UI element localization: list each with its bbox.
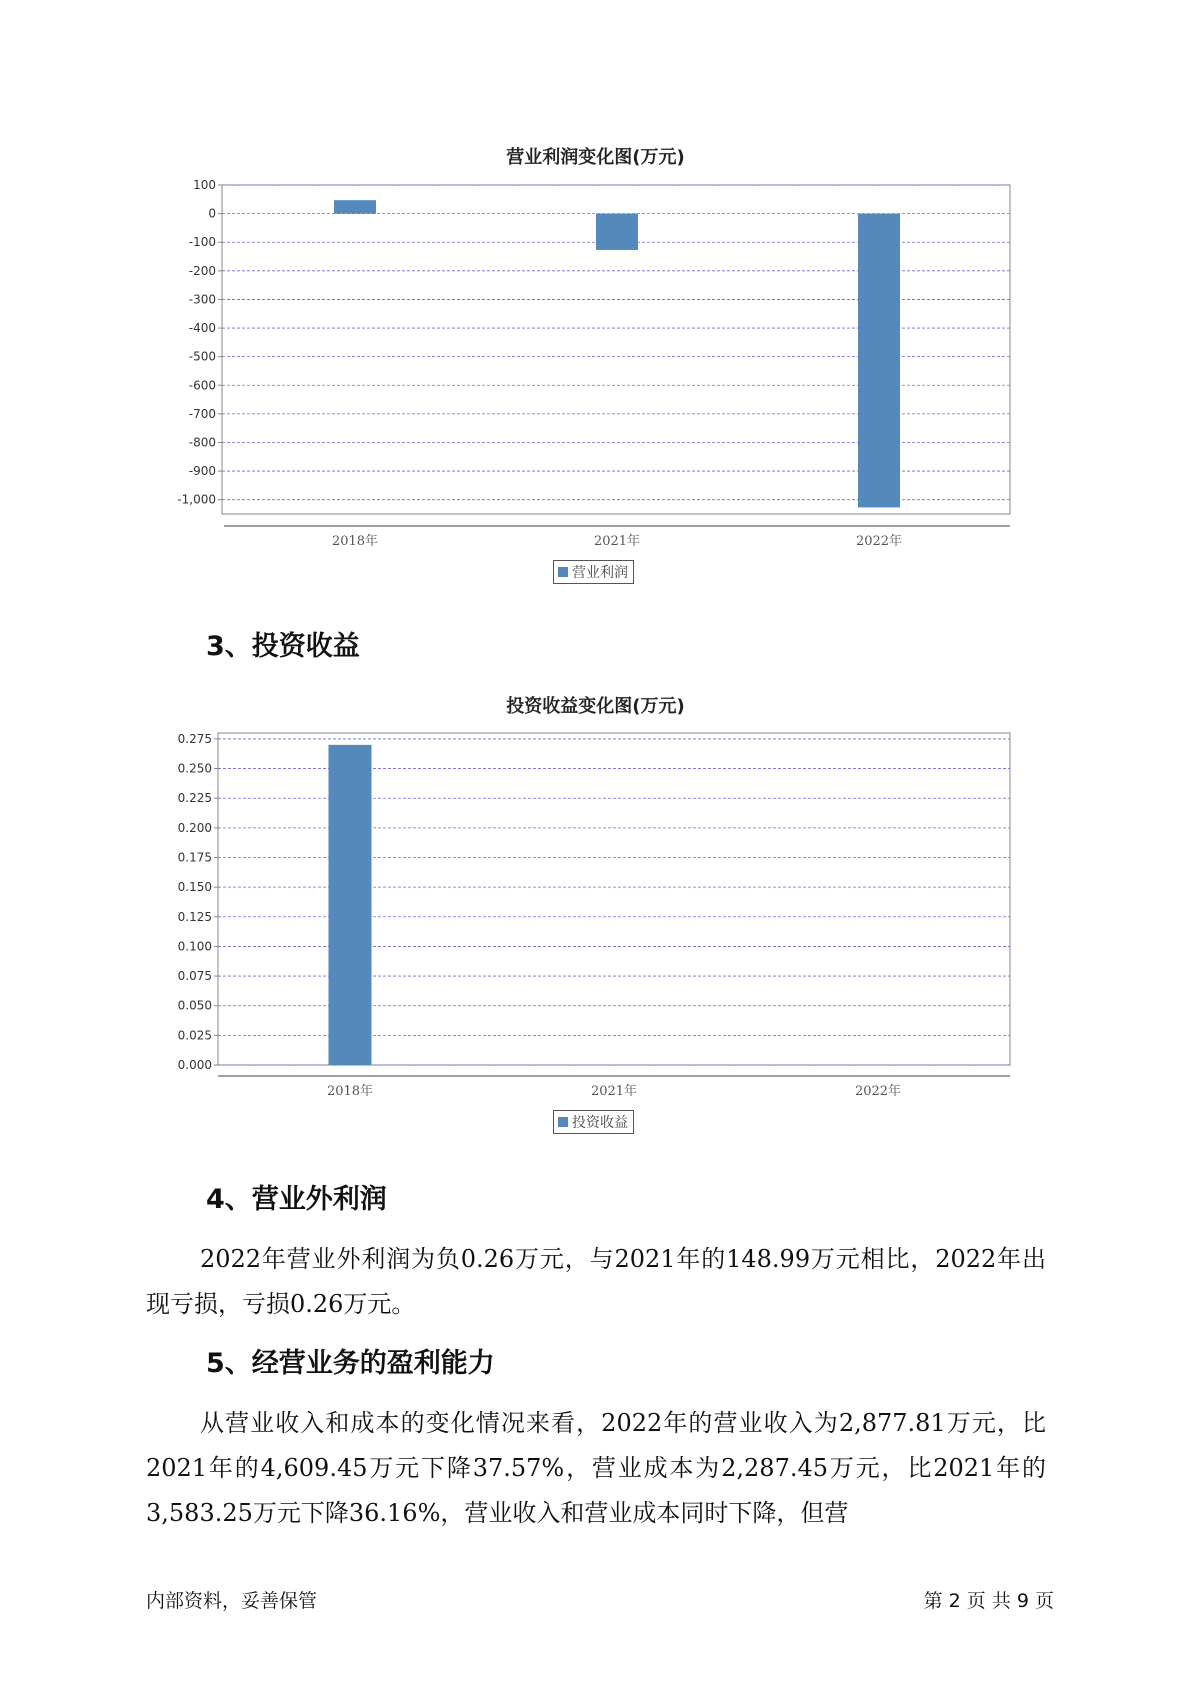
chart2-title: 投资收益变化图(万元) (506, 696, 685, 717)
x-tick-label: 2018年 (326, 1084, 374, 1099)
y-tick-label: -600 (188, 378, 216, 393)
x-tick-label: 2021年 (590, 1084, 638, 1099)
y-tick-label: 0.125 (177, 909, 212, 924)
y-tick-label: 0.050 (177, 998, 212, 1013)
y-tick-label: 0.150 (177, 880, 212, 895)
y-tick-label: 0.225 (177, 791, 212, 806)
y-tick-label: 100 (193, 178, 216, 192)
y-tick-label: 0.075 (177, 969, 212, 984)
y-tick-label: -800 (188, 435, 216, 450)
y-tick-label: -300 (188, 292, 216, 307)
y-tick-label: 0.100 (177, 939, 212, 954)
chart1-legend-label: 营业利润 (572, 565, 628, 581)
y-tick-label: -1,000 (177, 492, 216, 507)
x-tick-label: 2018年 (331, 534, 379, 549)
y-tick-label: 0.250 (177, 761, 212, 776)
y-tick-label: 0.000 (177, 1058, 212, 1072)
section5-heading: 5、经营业务的盈利能力 (206, 1348, 495, 1379)
y-tick-label: 0 (208, 206, 216, 221)
y-tick-label: 0.200 (177, 820, 212, 835)
y-tick-label: -500 (188, 349, 216, 364)
chart2-legend (553, 1110, 634, 1134)
x-tick-label: 2022年 (855, 534, 903, 549)
section4-paragraph: 2022年营业外利润为负0.26万元，与2021年的148.99万元相比，2022年出现亏损，亏损0.26万元。 (146, 1245, 1046, 1318)
footer-page-number: 第 2 页 共 9 页 (923, 1590, 1054, 1612)
y-tick-label: -200 (188, 263, 216, 278)
y-tick-label: 0.275 (177, 731, 212, 746)
y-tick-label: -400 (188, 321, 216, 336)
section3-heading: 3、投资收益 (206, 631, 360, 662)
chart2-legend-label: 投资收益 (572, 1115, 628, 1131)
legend-swatch (558, 1117, 568, 1127)
bar (329, 745, 372, 1065)
section5-paragraph: 从营业收入和成本的变化情况来看，2022年的营业收入为2,877.81万元，比2021年的4,609.45万元下降37.57%，营业成本为2,287.45万元，比2021年的3,583.25万元下降36.16%，营业收入和营业成本同时下降，但营 (146, 1409, 1046, 1527)
y-tick-label: -900 (188, 464, 216, 479)
y-tick-label: 0.025 (177, 1028, 212, 1043)
y-tick-label: 0.175 (177, 850, 212, 865)
section4-heading: 4、营业外利润 (206, 1184, 387, 1215)
y-tick-label: -100 (188, 235, 216, 250)
y-tick-label: -700 (188, 406, 216, 421)
x-tick-label: 2022年 (854, 1084, 902, 1099)
footer-left: 内部资料，妥善保管 (146, 1590, 318, 1612)
x-tick-label: 2021年 (593, 534, 641, 549)
chart1-title: 营业利润变化图(万元) (506, 147, 685, 168)
